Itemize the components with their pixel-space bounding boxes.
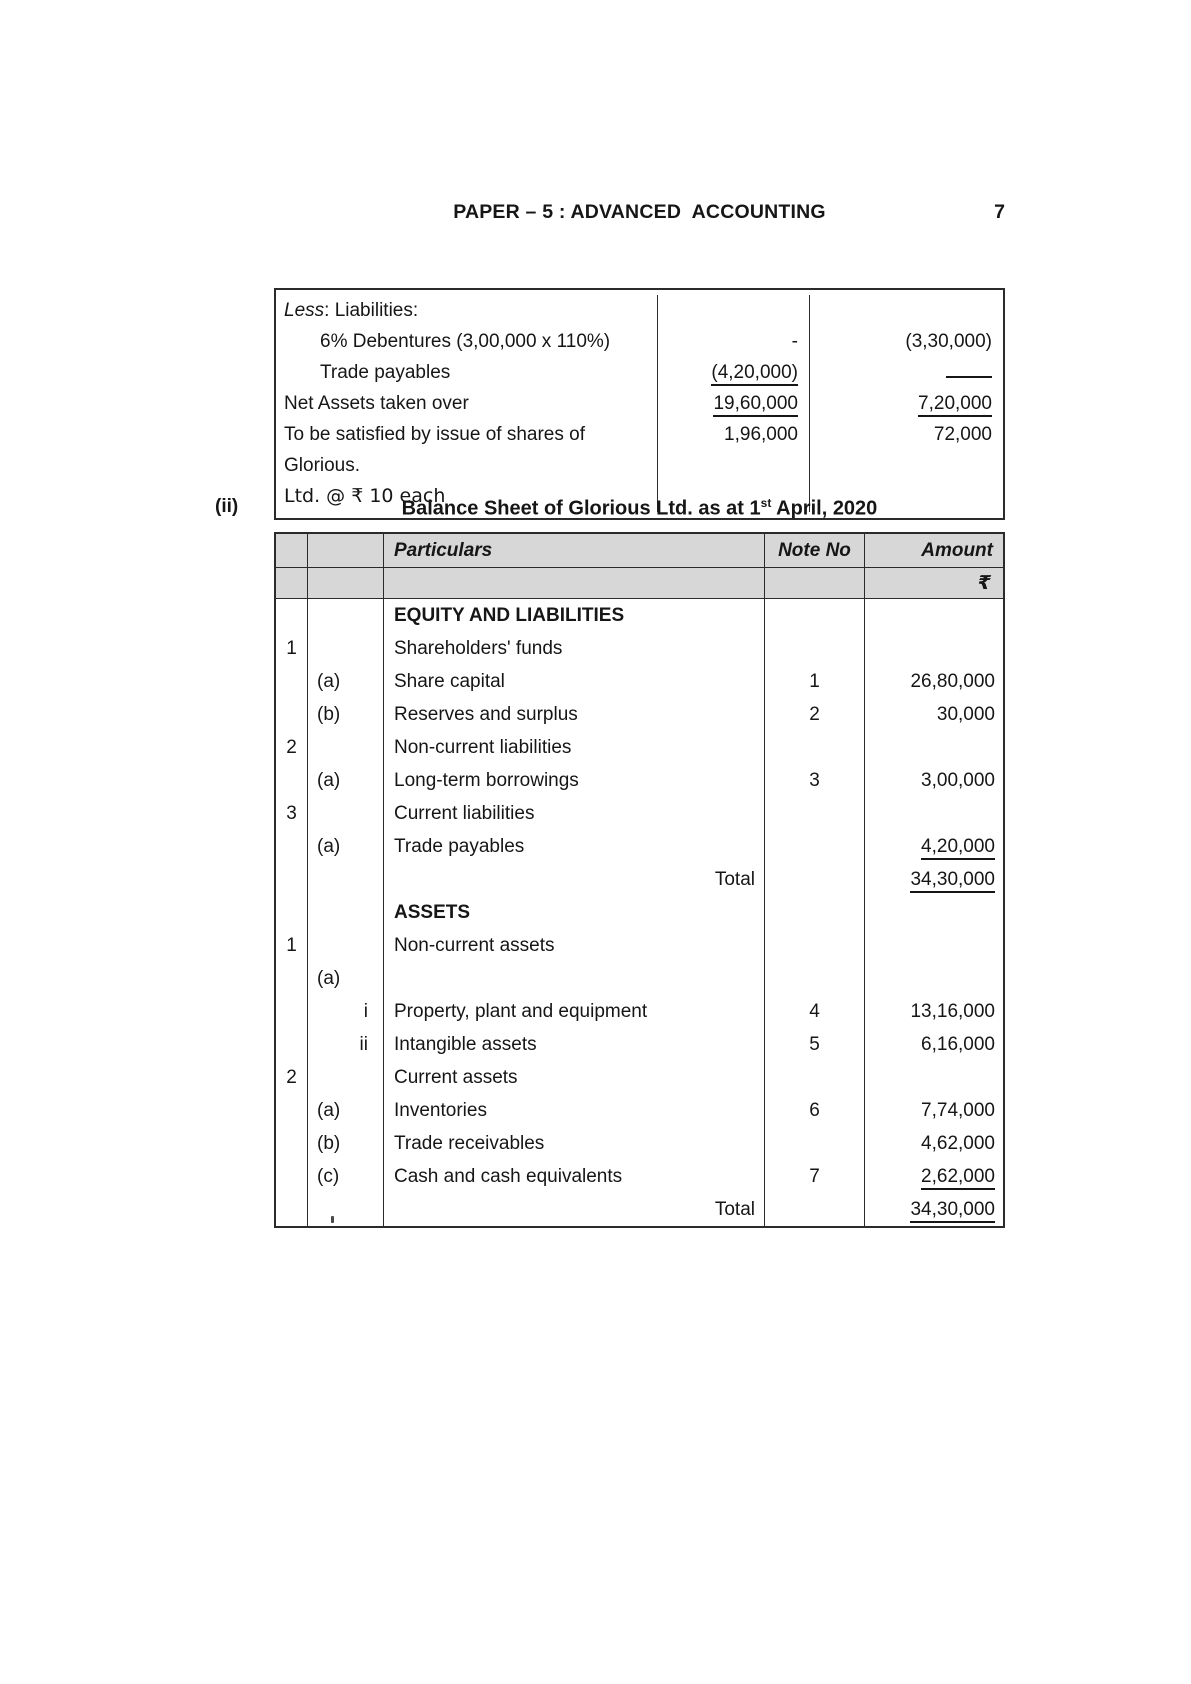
sub-cell [308, 1094, 384, 1127]
roman-numeral [368, 1061, 383, 1094]
title-rest: April, 2020 [771, 497, 878, 520]
roman-numeral [368, 1127, 383, 1160]
particulars-cell: Non-current liabilities [384, 731, 765, 764]
sub-cell [308, 1127, 384, 1160]
particulars-cell: Long-term borrowings [384, 764, 765, 797]
amount-cell: 26,80,000 [910, 671, 995, 692]
sub-letter: (a) [317, 671, 341, 692]
sl-cell [276, 962, 308, 995]
table-row [276, 665, 1003, 698]
note-cell: 6 [765, 1094, 865, 1127]
note-cell: 4 [765, 995, 865, 1028]
currency-note-cell [765, 568, 865, 598]
particulars-cell: Share capital [384, 665, 765, 698]
note-cell: 7 [765, 1160, 865, 1193]
note-cell: 5 [765, 1028, 865, 1061]
sl-cell [276, 698, 308, 731]
table-row [276, 326, 1003, 357]
amount-cell: 4,62,000 [921, 1133, 995, 1154]
row-label: Net Assets taken over [284, 393, 469, 414]
page-number: 7 [994, 201, 1005, 223]
sub-cell [308, 1160, 384, 1193]
roman-numeral: ii [359, 1034, 368, 1055]
sub-letter [308, 929, 317, 962]
note-cell [765, 929, 865, 962]
sub-cell [308, 1028, 384, 1061]
amount-col-1 [657, 388, 809, 419]
computation-table [274, 288, 1005, 520]
sub-letter: (a) [317, 836, 341, 857]
balance-sheet-header-row [276, 534, 1003, 568]
table-row [276, 764, 1003, 797]
table-row [276, 731, 1003, 764]
table-row [276, 599, 1003, 632]
row-label-line2: Ltd. @ ₹ 10 each [284, 485, 446, 507]
underlined-amount: 34,30,000 [910, 1199, 995, 1223]
note-cell: 1 [765, 665, 865, 698]
amount-cell [865, 962, 1003, 995]
particulars-cell: Inventories [384, 1094, 765, 1127]
header-particulars: Particulars [384, 534, 765, 567]
sub-letter [308, 632, 317, 665]
roman-numeral [368, 1193, 383, 1226]
amount-col-2 [809, 388, 1003, 419]
table-row [276, 1028, 1003, 1061]
underlined-amount: 19,60,000 [713, 393, 798, 417]
table-row [276, 632, 1003, 665]
amount-cell: 6,16,000 [921, 1034, 995, 1055]
note-cell [765, 1061, 865, 1094]
page-title: PAPER – 5 : ADVANCED ACCOUNTING [453, 201, 826, 223]
sub-letter [308, 797, 317, 830]
balance-sheet-currency-row [276, 568, 1003, 599]
amount-col-2 [809, 295, 1003, 326]
total-label: Total [384, 863, 765, 896]
header-sl-cell [276, 534, 308, 567]
sub-cell [308, 995, 384, 1028]
particulars-cell: Property, plant and equipment [384, 995, 765, 1028]
roman-numeral [368, 665, 383, 698]
table-row [276, 295, 1003, 326]
amount-cell [865, 929, 1003, 962]
roman-numeral [368, 599, 383, 632]
note-cell [765, 830, 865, 863]
currency-symbol: ₹ [977, 572, 991, 594]
sub-cell [308, 632, 384, 665]
amount-cell [865, 863, 1003, 896]
balance-sheet-table [274, 532, 1005, 1228]
sub-cell [308, 665, 384, 698]
note-cell [765, 731, 865, 764]
table-row [276, 388, 1003, 419]
sl-cell [276, 1094, 308, 1127]
roman-numeral [368, 731, 383, 764]
sub-cell [308, 698, 384, 731]
less-label-rest: : Liabilities: [324, 300, 419, 321]
note-cell [765, 797, 865, 830]
roman-numeral [368, 962, 383, 995]
sub-cell [308, 797, 384, 830]
sub-letter [308, 1061, 317, 1094]
amount-cell [865, 599, 1003, 632]
section-heading [0, 496, 1191, 524]
header-sub-cell [308, 534, 384, 567]
amount-col-1: 1,96,000 [657, 419, 809, 512]
particulars-cell: Intangible assets [384, 1028, 765, 1061]
note-cell [765, 962, 865, 995]
table-row [276, 962, 1003, 995]
sl-cell [276, 764, 308, 797]
sl-cell [276, 599, 308, 632]
particulars-cell [384, 962, 765, 995]
amount-cell [865, 731, 1003, 764]
title-superscript: st [760, 496, 772, 510]
particulars-cell: Cash and cash equivalents [384, 1160, 765, 1193]
sl-cell [276, 1028, 308, 1061]
particulars-cell: Non-current assets [384, 929, 765, 962]
sub-letter: (c) [317, 1166, 340, 1187]
particulars-cell: ASSETS [384, 896, 765, 929]
note-cell [765, 1127, 865, 1160]
sl-cell: 1 [276, 929, 308, 962]
row-label: Trade payables [320, 362, 451, 383]
table-row [276, 797, 1003, 830]
sub-cell [308, 962, 384, 995]
sub-letter: (a) [317, 968, 341, 989]
amount-cell: 3,00,000 [921, 770, 995, 791]
amount-cell [865, 896, 1003, 929]
currency-sub-cell [308, 568, 384, 598]
sl-cell: 1 [276, 632, 308, 665]
particulars-cell: Current liabilities [384, 797, 765, 830]
blank-underline [946, 363, 992, 378]
underlined-amount: 2,62,000 [921, 1166, 995, 1190]
sub-cell [308, 863, 384, 896]
table-row [276, 1061, 1003, 1094]
sub-cell [308, 896, 384, 929]
sub-letter: (a) [317, 770, 341, 791]
sl-cell [276, 896, 308, 929]
amount-cell [865, 797, 1003, 830]
amount-cell [865, 1061, 1003, 1094]
sub-letter: (a) [317, 1100, 341, 1121]
sub-cell [308, 599, 384, 632]
sub-cell [308, 929, 384, 962]
amount-cell [865, 632, 1003, 665]
roman-numeral [368, 764, 383, 797]
currency-particulars-cell [384, 568, 765, 598]
table-row [276, 863, 1003, 896]
roman-numeral [368, 632, 383, 665]
amount-cell [865, 830, 1003, 863]
particulars-cell: EQUITY AND LIABILITIES [384, 599, 765, 632]
particulars-cell: Trade payables [384, 830, 765, 863]
less-label-italic: Less [284, 300, 325, 321]
total-label: Total [384, 1193, 765, 1226]
sub-cell [308, 1061, 384, 1094]
particulars-cell: Shareholders' funds [384, 632, 765, 665]
sub-letter [308, 1193, 317, 1226]
table-row [276, 929, 1003, 962]
sub-letter [308, 995, 317, 1028]
sub-letter [308, 731, 317, 764]
table-row [276, 1160, 1003, 1193]
sub-cell [308, 731, 384, 764]
roman-numeral: i [363, 1001, 368, 1022]
underlined-amount: 4,20,000 [921, 836, 995, 860]
amount-col-1 [657, 295, 809, 326]
note-cell [765, 599, 865, 632]
table-row [276, 1127, 1003, 1160]
roman-numeral [368, 830, 383, 863]
amount-col-2 [809, 357, 1003, 388]
sub-letter: (b) [317, 704, 341, 725]
sub-letter [308, 599, 317, 632]
amount-col-1: - [657, 326, 809, 357]
table-row [276, 1094, 1003, 1127]
header-amount: Amount [921, 540, 993, 561]
roman-numeral [368, 1094, 383, 1127]
title-main: Balance Sheet of Glorious Ltd. as at 1 [401, 497, 761, 520]
sub-letter [308, 896, 317, 929]
sl-cell [276, 1160, 308, 1193]
sl-cell [276, 1193, 308, 1226]
underlined-amount: 34,30,000 [910, 869, 995, 893]
sl-cell [276, 1127, 308, 1160]
sl-cell [276, 665, 308, 698]
table-row [276, 995, 1003, 1028]
amount-cell [865, 1193, 1003, 1226]
sl-cell: 3 [276, 797, 308, 830]
sub-letter [308, 863, 317, 896]
particulars-cell: Current assets [384, 1061, 765, 1094]
row-label: 6% Debentures (3,00,000 x 110%) [320, 331, 611, 352]
amount-col-2: 72,000 [809, 419, 1003, 512]
scan-artifact-mark [331, 1216, 334, 1223]
amount-cell: 30,000 [936, 704, 995, 725]
table-row [276, 1193, 1003, 1226]
roman-numeral [368, 797, 383, 830]
balance-sheet-title [274, 496, 1005, 521]
roman-numeral [368, 896, 383, 929]
header-note-no: Note No [765, 534, 865, 567]
page-header [274, 201, 1005, 227]
section-label: (ii) [215, 496, 239, 517]
table-row [276, 830, 1003, 863]
note-cell [765, 863, 865, 896]
sub-letter: (b) [317, 1133, 341, 1154]
sub-cell [308, 830, 384, 863]
sl-cell: 2 [276, 731, 308, 764]
amount-col-1 [657, 357, 809, 388]
particulars-cell: Reserves and surplus [384, 698, 765, 731]
table-row [276, 896, 1003, 929]
particulars-cell: Trade receivables [384, 1127, 765, 1160]
amount-cell: 13,16,000 [910, 1001, 995, 1022]
sl-cell: 2 [276, 1061, 308, 1094]
sl-cell [276, 863, 308, 896]
amount-cell [865, 1160, 1003, 1193]
sub-cell [308, 764, 384, 797]
underlined-amount: (4,20,000) [711, 362, 798, 386]
underlined-amount: 7,20,000 [918, 393, 992, 417]
roman-numeral [368, 863, 383, 896]
note-cell: 2 [765, 698, 865, 731]
note-cell [765, 896, 865, 929]
row-label-line1: To be satisfied by issue of shares of Glorious. [284, 424, 585, 476]
roman-numeral [368, 698, 383, 731]
roman-numeral [368, 929, 383, 962]
row-label [276, 295, 657, 326]
note-cell [765, 1193, 865, 1226]
currency-sl-cell [276, 568, 308, 598]
table-row [276, 698, 1003, 731]
sub-letter [308, 1028, 317, 1061]
sl-cell [276, 995, 308, 1028]
sub-cell [308, 1193, 384, 1226]
roman-numeral [368, 1160, 383, 1193]
sl-cell [276, 830, 308, 863]
amount-cell: 7,74,000 [921, 1100, 995, 1121]
note-cell: 3 [765, 764, 865, 797]
amount-col-2: (3,30,000) [809, 326, 1003, 357]
note-cell [765, 632, 865, 665]
table-row [276, 357, 1003, 388]
